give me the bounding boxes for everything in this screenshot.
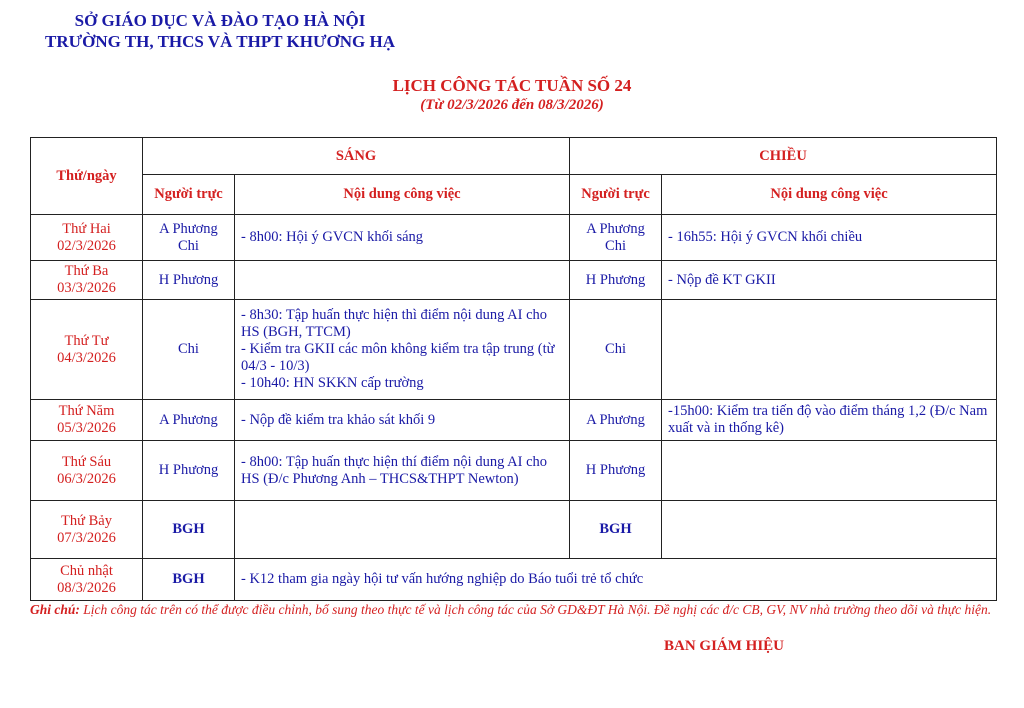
table-row xyxy=(31,501,997,559)
afternoon-task: - Nộp đề KT GKII xyxy=(668,271,776,288)
morning-duty: H Phương xyxy=(143,441,235,501)
table-row xyxy=(31,215,997,261)
afternoon-content xyxy=(662,441,997,501)
day-cell xyxy=(31,215,143,261)
day-cell xyxy=(31,441,143,501)
day-name: Thứ Năm xyxy=(58,403,115,419)
day-name: Thứ Bảy xyxy=(61,512,112,529)
morning-content xyxy=(235,215,570,261)
schedule-table xyxy=(30,137,997,601)
morning-content xyxy=(235,501,570,559)
department-name: SỞ GIÁO DỤC VÀ ĐÀO TẠO HÀ NỘI xyxy=(74,11,366,30)
header-morning-duty: Người trực xyxy=(143,175,235,215)
morning-task: - 8h00: Tập huấn thực hiện thí điểm nội dung AI cho HS (Đ/c Phương Anh – THCS&THPT Newton) xyxy=(241,453,548,487)
header-morning-content: Nội dung công việc xyxy=(235,175,570,215)
morning-task: - 8h30: Tập huấn thực hiện thì điểm nội dung AI cho HS (BGH, TTCM) xyxy=(241,307,548,340)
signature: BAN GIÁM HIỆU xyxy=(664,638,785,654)
day-cell xyxy=(31,501,143,559)
day-date: 02/3/2026 xyxy=(57,237,116,254)
table-row xyxy=(31,261,997,300)
morning-task: - 8h00: Hội ý GVCN khối sáng xyxy=(241,229,424,245)
sunday-content: - K12 tham gia ngày hội tư vấn hướng nghiệp do Báo tuổi trẻ tổ chức xyxy=(235,559,997,601)
afternoon-content xyxy=(662,215,997,261)
morning-task: - Nộp đề kiểm tra khảo sát khối 9 xyxy=(241,411,436,428)
afternoon-content xyxy=(662,261,997,300)
table-row-sunday xyxy=(31,559,997,601)
table-row xyxy=(31,400,997,441)
note-label: Ghi chú: xyxy=(30,602,80,617)
morning-duty: BGH xyxy=(143,501,235,559)
afternoon-content xyxy=(662,300,997,400)
morning-duty: H Phương xyxy=(143,261,235,300)
afternoon-duty: H Phương xyxy=(570,441,662,501)
day-cell xyxy=(31,300,143,400)
table-row xyxy=(31,441,997,501)
day-date: 05/3/2026 xyxy=(57,420,116,436)
afternoon-duty: A Phương xyxy=(570,400,662,441)
afternoon-content xyxy=(662,400,997,441)
morning-task: - 10h40: HN SKKN cấp trường xyxy=(241,375,424,391)
morning-content xyxy=(235,300,570,400)
day-date: 07/3/2026 xyxy=(57,529,116,546)
header-day: Thứ/ngày xyxy=(31,138,143,215)
afternoon-duty: Chi xyxy=(570,300,662,400)
day-cell xyxy=(31,559,143,601)
table-row xyxy=(31,300,997,400)
schedule-date-range: (Từ 02/3/2026 đến 08/3/2026) xyxy=(420,97,604,113)
day-date: 03/3/2026 xyxy=(57,280,116,296)
school-name: TRƯỜNG TH, THCS VÀ THPT KHƯƠNG HẠ xyxy=(45,32,395,51)
afternoon-task: - 16h55: Hội ý GVCN khối chiều xyxy=(668,229,863,245)
afternoon-task: -15h00: Kiểm tra tiến độ vào điểm tháng 1,2 (Đ/c Nam xuất và in thống kê) xyxy=(668,403,988,436)
note-text: Lịch công tác trên có thể được điều chỉnh, bổ sung theo thực tế và lịch công tác của Sở GD&ĐT Hà Nội. Đề nghị các đ/c CB, GV, NV nhà trường theo dõi và thực hiện. xyxy=(79,602,992,617)
morning-content xyxy=(235,400,570,441)
morning-duty: A Phương Chi xyxy=(143,215,235,261)
morning-content xyxy=(235,441,570,501)
header-afternoon-duty: Người trực xyxy=(570,175,662,215)
afternoon-content xyxy=(662,501,997,559)
morning-content xyxy=(235,261,570,300)
schedule-title: LỊCH CÔNG TÁC TUẦN SỐ 24 xyxy=(392,76,632,95)
afternoon-duty: H Phương xyxy=(570,261,662,300)
morning-duty: Chi xyxy=(143,300,235,400)
day-name: Thứ Sáu xyxy=(61,453,112,470)
day-date: 06/3/2026 xyxy=(57,470,116,487)
day-name: Thứ Tư xyxy=(64,332,109,349)
note xyxy=(30,601,996,618)
morning-task: - Kiểm tra GKII các môn không kiểm tra tập trung (từ 04/3 - 10/3) xyxy=(241,341,555,374)
day-date: 08/3/2026 xyxy=(57,579,116,596)
header-morning: SÁNG xyxy=(143,138,570,175)
afternoon-duty: BGH xyxy=(570,501,662,559)
afternoon-duty: A Phương Chi xyxy=(570,215,662,261)
header-afternoon: CHIỀU xyxy=(570,138,997,175)
sunday-duty: BGH xyxy=(143,559,235,601)
day-date: 04/3/2026 xyxy=(57,349,116,366)
day-name: Chủ nhật xyxy=(60,562,113,579)
header-afternoon-content: Nội dung công việc xyxy=(662,175,997,215)
school-header xyxy=(0,10,440,52)
day-name: Thứ Hai xyxy=(62,220,111,237)
day-cell xyxy=(31,400,143,441)
morning-duty: A Phương xyxy=(143,400,235,441)
day-name: Thứ Ba xyxy=(64,263,109,279)
day-cell xyxy=(31,261,143,300)
